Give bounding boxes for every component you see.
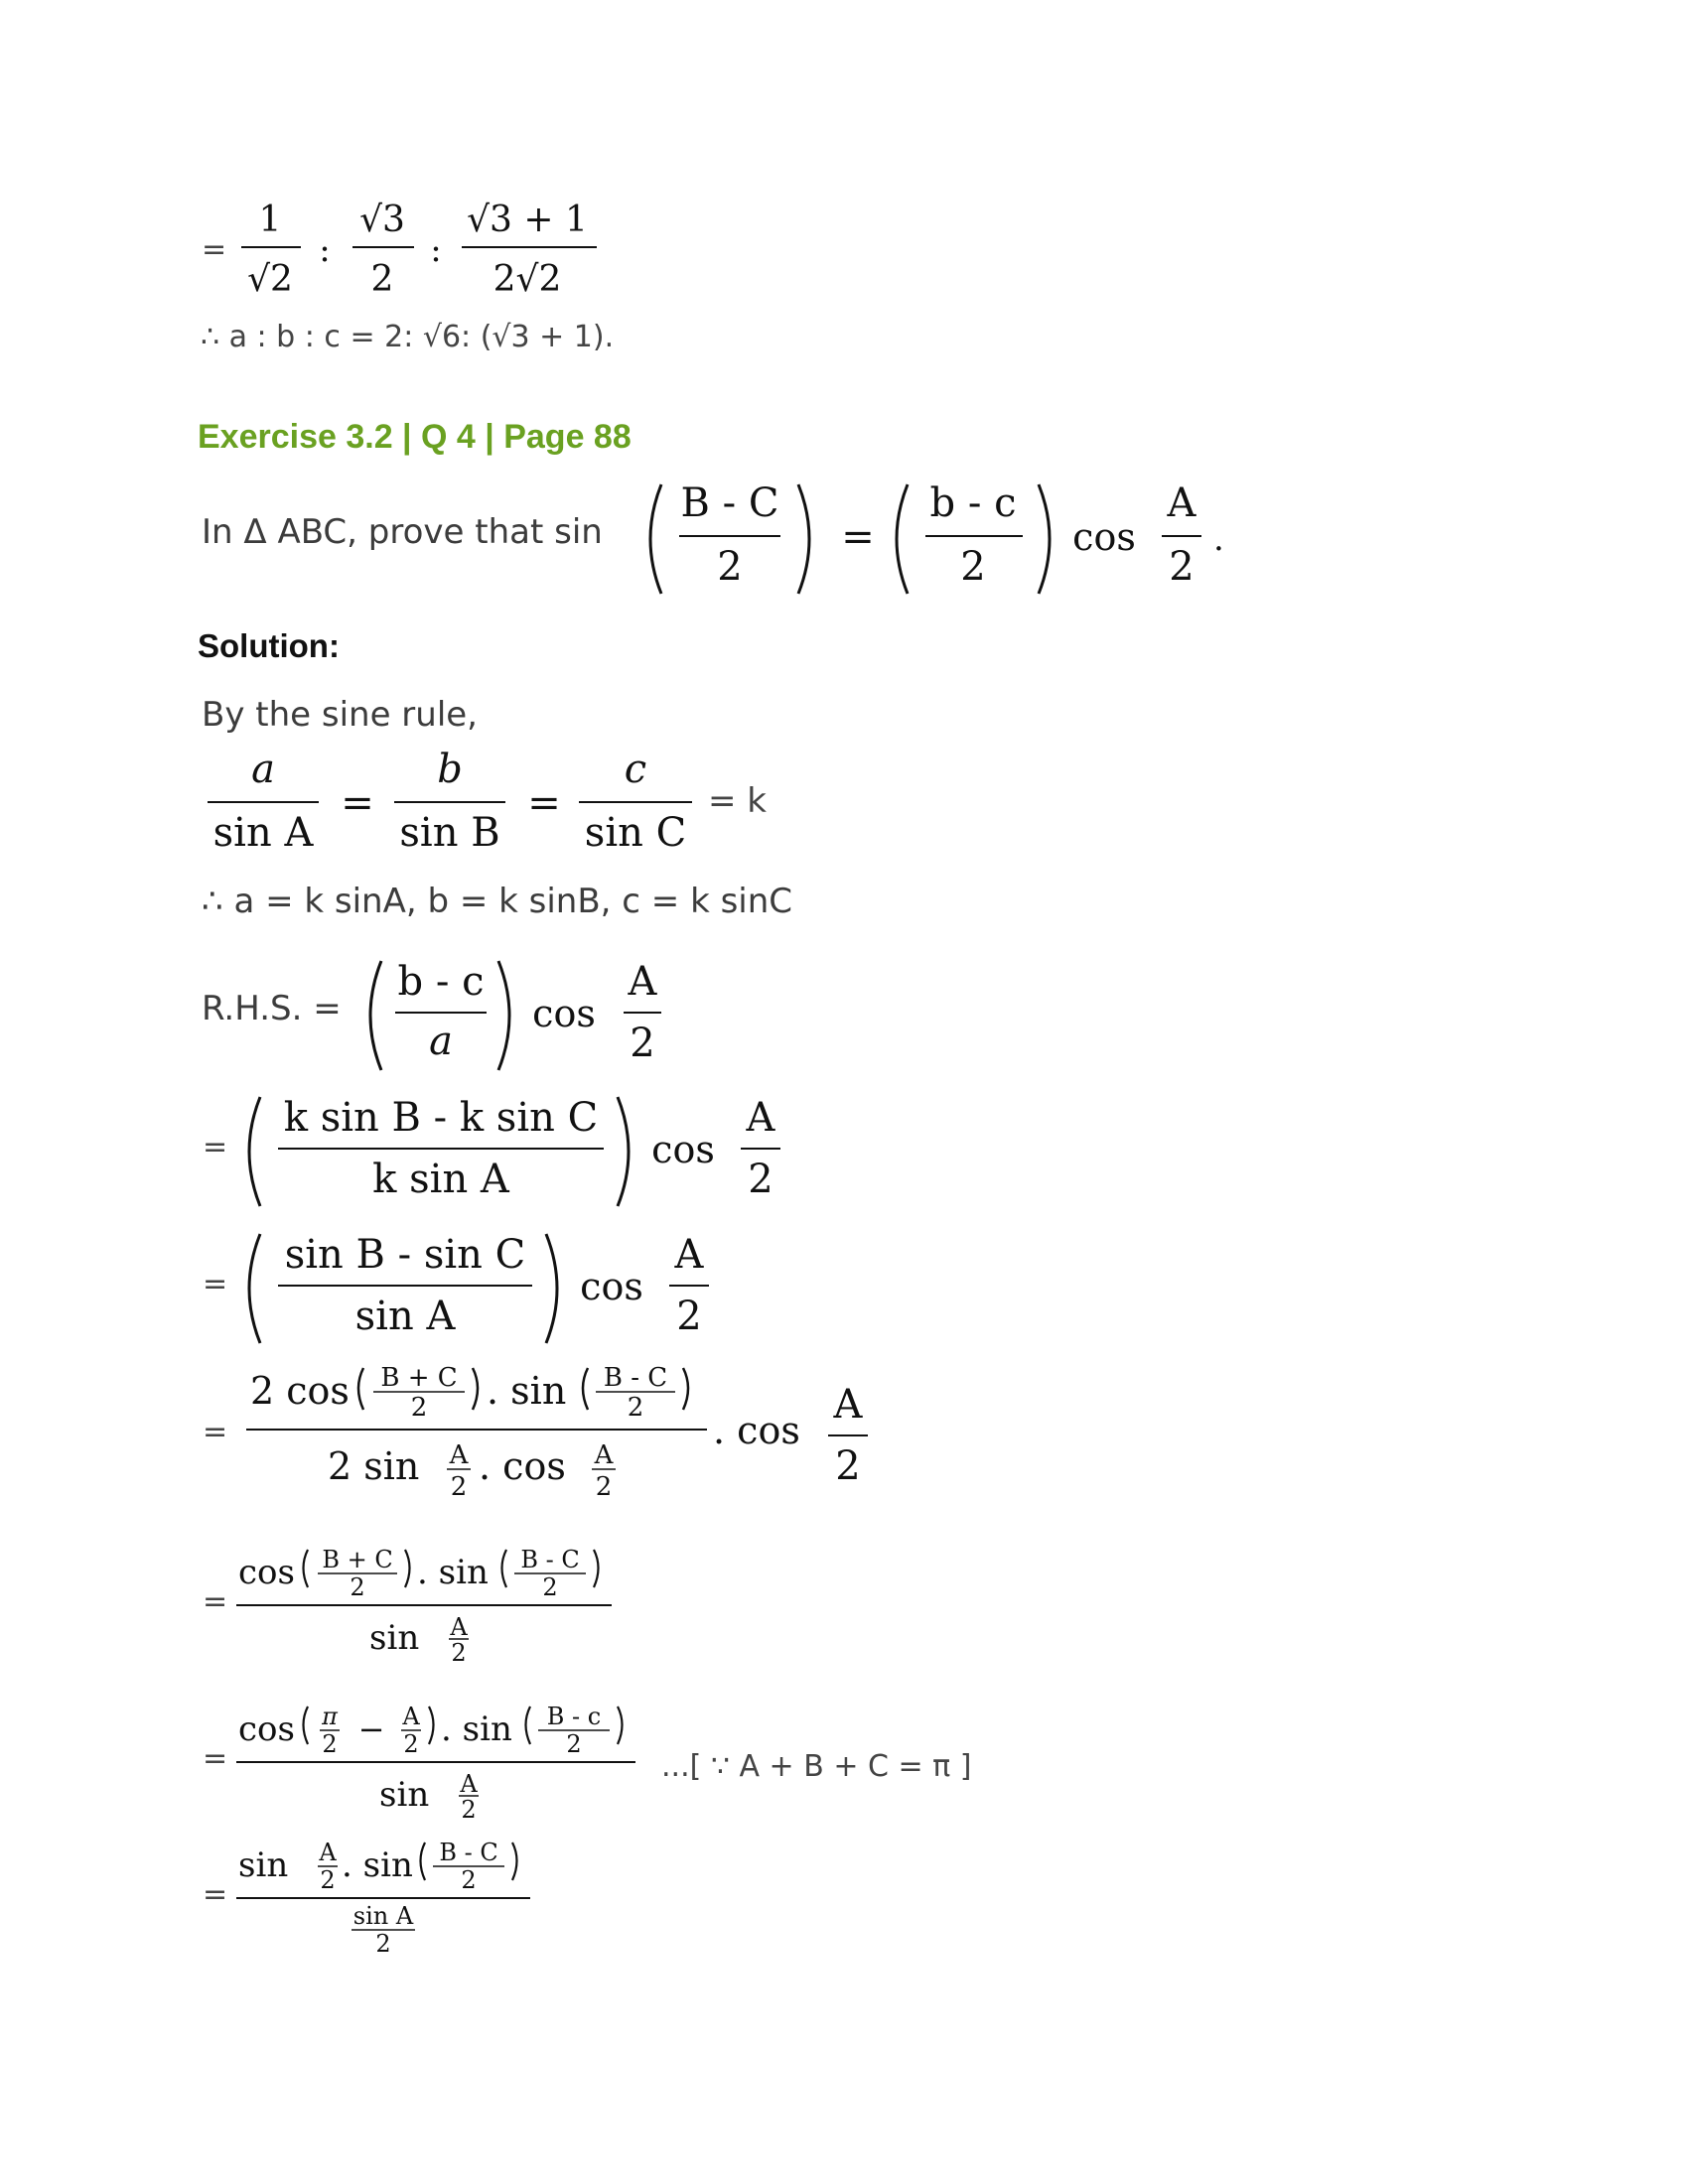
step-6-a-num: A (402, 1703, 420, 1730)
sine-rule-b: b (437, 747, 463, 792)
step-2-cos-numerator: A (746, 1095, 775, 1141)
ratio-step-equation (194, 194, 631, 313)
question-period: . (1213, 519, 1224, 559)
step-6-pi-den: 2 (322, 1730, 338, 1758)
fraction-1-numerator: 1 (258, 200, 282, 240)
question-cos: cos (1072, 515, 1136, 559)
step-4-den-2sin: 2 sin (328, 1444, 420, 1488)
fraction-3-numerator: √3 + 1 (467, 200, 588, 240)
step-5-cos: cos (238, 1553, 295, 1592)
step-2-equation (199, 1087, 814, 1216)
sine-rule-c: c (624, 747, 647, 792)
step-4-tail-denominator: 2 (835, 1443, 861, 1489)
step-5-frac-1-num: B + C (322, 1546, 393, 1573)
step-4-num-frac-2-num: B - C (603, 1363, 668, 1393)
step-5-equation (199, 1534, 675, 1663)
question-equals: = (841, 514, 875, 560)
step-6-note: ...[ ∵ A + B + C = π ] (661, 1749, 972, 1784)
step-6-dot-sin: . sin (441, 1709, 512, 1749)
step-5-den-num: A (450, 1613, 468, 1641)
step-4-eq: = (203, 1415, 228, 1449)
step-2-eq: = (203, 1130, 228, 1164)
step-7-frac-num: B - C (439, 1839, 498, 1866)
step-5-dot-sin: . sin (417, 1553, 489, 1592)
ratio-separator-2: : (430, 230, 442, 270)
step-4-equation (199, 1360, 894, 1509)
step-3-cos: cos (580, 1265, 643, 1308)
step-7-frac-den: 2 (461, 1866, 477, 1894)
rhs-label: R.H.S. = (202, 989, 342, 1028)
step-6-eq: = (203, 1741, 228, 1776)
step-5-eq: = (203, 1584, 228, 1619)
step-4-tail-cos: . cos (713, 1409, 800, 1452)
step-4-num-2cos: 2 cos (250, 1369, 350, 1413)
step-5-frac-2-den: 2 (542, 1573, 558, 1601)
step-6-frac-num: B - c (546, 1703, 602, 1730)
question-lhs-numerator: B - C (680, 480, 779, 526)
step-6-frac-den: 2 (566, 1730, 582, 1758)
step-7-a-den: 2 (320, 1866, 336, 1894)
step-6-den-num: A (460, 1770, 478, 1798)
therefore-line: ∴ a = k sinA, b = k sinB, c = k sinC (202, 882, 793, 921)
step-7-equation (199, 1827, 635, 1956)
step-2-denominator: k sin A (372, 1157, 509, 1202)
step-4-den-frac-2-num: A (594, 1440, 614, 1470)
step-7-eq: = (203, 1877, 228, 1912)
question-cos-numerator: A (1167, 480, 1196, 526)
step-5-den-sin: sin (369, 1618, 420, 1658)
step-3-cos-numerator: A (674, 1232, 704, 1278)
step-6-den-den: 2 (461, 1796, 477, 1820)
sine-rule-sin-b: sin B (399, 810, 500, 856)
question-cos-denominator: 2 (1169, 544, 1195, 590)
rhs-denominator: a (429, 1019, 453, 1064)
ratio-separator: : (319, 230, 331, 270)
sine-rule-equation (204, 743, 799, 857)
step-6-pi-num: π (322, 1703, 338, 1730)
step-6-minus: − (357, 1710, 385, 1748)
step-4-num-frac-2-den: 2 (627, 1393, 644, 1423)
step-5-den-den: 2 (451, 1639, 467, 1663)
solution-label: Solution: (198, 627, 340, 664)
step-4-tail-numerator: A (833, 1382, 863, 1428)
rhs-cos: cos (532, 992, 596, 1035)
step-3-equation (199, 1224, 735, 1353)
step-7-sin: sin (238, 1845, 289, 1885)
step-2-cos-denominator: 2 (748, 1157, 774, 1202)
equals-sign: = (202, 232, 227, 267)
step-2-cos: cos (651, 1128, 715, 1171)
step-3-numerator: sin B - sin C (284, 1232, 526, 1278)
step-4-den-frac-1-num: A (449, 1440, 469, 1470)
rhs-numerator: b - c (397, 959, 485, 1005)
fraction-2-denominator: 2 (370, 259, 394, 300)
sine-rule-k: = k (708, 781, 767, 821)
question-rhs-numerator: b - c (929, 480, 1017, 526)
sine-rule-intro: By the sine rule, (202, 695, 478, 735)
step-6-equation (199, 1691, 1013, 1820)
step-4-num-frac-1-den: 2 (410, 1393, 428, 1423)
exercise-heading: Exercise 3.2 | Q 4 | Page 88 (198, 418, 632, 456)
fraction-3-denominator: 2√2 (492, 259, 562, 300)
ratio-result: ∴ a : b : c = 2: √6: (√3 + 1). (201, 320, 615, 354)
step-7-den-num: sin A (352, 1902, 414, 1930)
step-6-den-sin: sin (379, 1775, 430, 1815)
step-3-eq: = (203, 1267, 228, 1301)
fraction-2-numerator: √3 (359, 200, 405, 240)
sine-rule-sin-c: sin C (584, 810, 687, 856)
step-6-a-den: 2 (403, 1730, 419, 1758)
step-4-den-frac-1-den: 2 (450, 1472, 468, 1502)
step-5-frac-1-den: 2 (350, 1573, 365, 1601)
step-3-cos-denominator: 2 (676, 1294, 702, 1339)
step-4-den-dot-cos: . cos (479, 1444, 566, 1488)
sine-rule-eq-2: = (527, 780, 561, 826)
step-2-numerator: k sin B - k sin C (283, 1095, 599, 1141)
step-4-num-frac-1-num: B + C (380, 1363, 458, 1393)
question-prefix: In Δ ABC, prove that sin (202, 512, 603, 552)
step-7-a-num: A (319, 1839, 337, 1866)
step-7-den-den: 2 (375, 1930, 391, 1956)
step-6-cos: cos (238, 1709, 295, 1749)
step-7-dot-sin: . sin (342, 1845, 413, 1885)
fraction-1-denominator: √2 (247, 259, 293, 300)
rhs-cos-numerator: A (628, 959, 657, 1005)
step-4-den-frac-2-den: 2 (595, 1472, 613, 1502)
step-4-dot-sin: . sin (487, 1369, 567, 1413)
question-rhs-denominator: 2 (960, 544, 986, 590)
step-3-denominator: sin A (354, 1294, 456, 1339)
sine-rule-sin-a: sin A (212, 810, 314, 856)
question-lhs-denominator: 2 (717, 544, 743, 590)
sine-rule-a: a (251, 747, 275, 792)
rhs-equation (357, 951, 685, 1080)
question-equation (635, 475, 1231, 604)
rhs-cos-denominator: 2 (630, 1021, 655, 1066)
step-5-frac-2-num: B - C (520, 1546, 580, 1573)
sine-rule-eq-1: = (341, 780, 374, 826)
